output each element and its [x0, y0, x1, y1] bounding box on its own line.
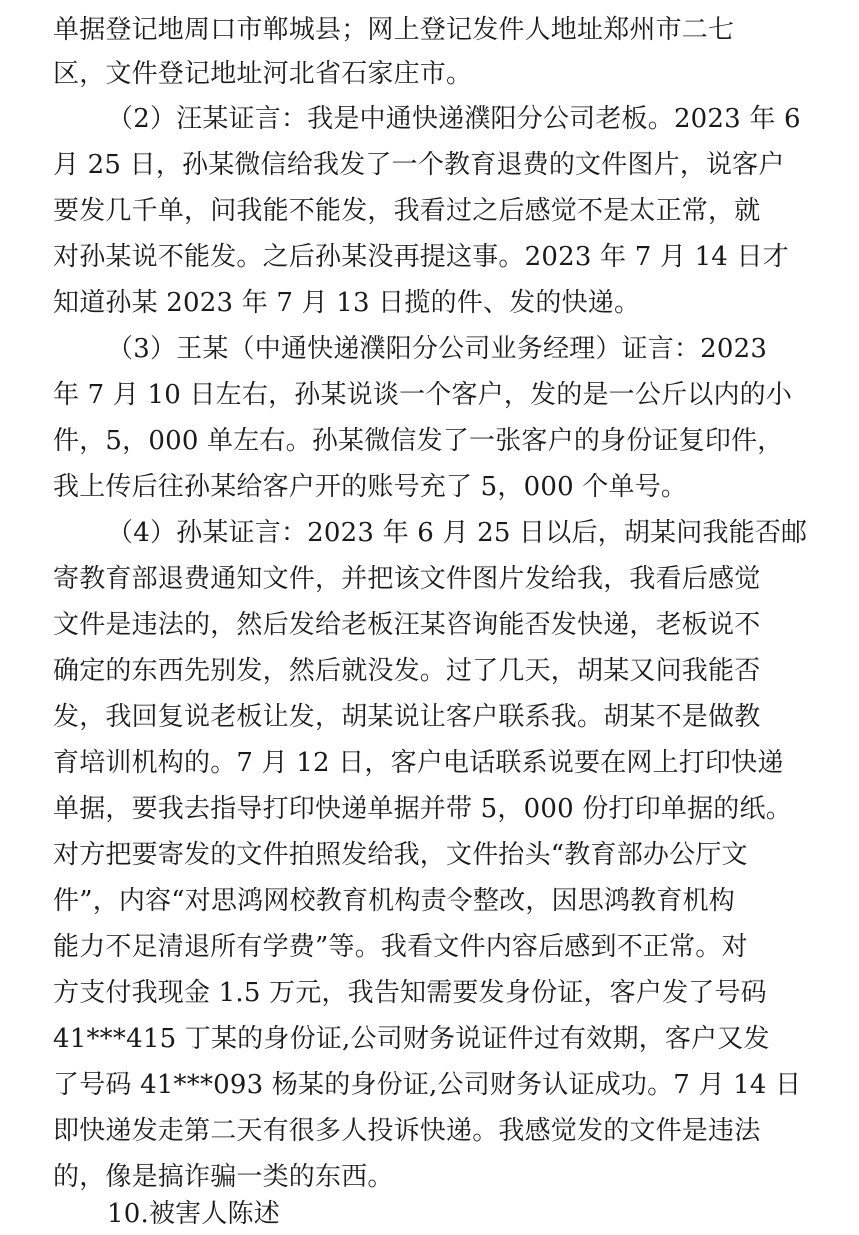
- paragraph-start-line: （3）王某（中通快递濮阳分公司业务经理）证言：2023: [107, 334, 768, 364]
- section-heading: 10.被害人陈述: [107, 1199, 280, 1229]
- text-line: 对孙某说不能发。之后孙某没再提这事。2023 年 7 月 14 日才: [53, 242, 789, 272]
- text-line: 区，文件登记地址河北省石家庄市。: [53, 59, 473, 89]
- text-line: 件，5，000 单左右。孙某微信发了一张客户的身份证复印件，: [53, 426, 784, 456]
- text-line: 寄教育部退费通知文件，并把该文件图片发给我，我看后感觉: [53, 564, 761, 594]
- text-line: 年 7 月 10 日左右，孙某说谈一个客户，发的是一公斤以内的小: [53, 380, 793, 410]
- text-line: 育培训机构的。7 月 12 日，客户电话联系说要在网上打印快递: [53, 748, 784, 778]
- text-line: 的，像是搞诈骗一类的东西。: [53, 1162, 394, 1192]
- text-line: 文件是违法的，然后发给老板汪某咨询能否发快递，老板说不: [53, 610, 761, 640]
- text-line: 确定的东西先别发，然后就没发。过了几天，胡某又问我能否: [53, 656, 761, 686]
- text-line: 能力不足清退所有学费”等。我看文件内容后感到不正常。对: [53, 932, 748, 962]
- text-line: 41***415 丁某的身份证,公司财务说证件过有效期，客户又发: [53, 1024, 770, 1054]
- paragraph-start-line: （2）汪某证言：我是中通快递濮阳分公司老板。2023 年 6: [107, 104, 801, 134]
- text-line: 方支付我现金 1.5 万元，我告知需要发身份证，客户发了号码: [53, 978, 767, 1008]
- text-line: 月 25 日，孙某微信给我发了一个教育退费的文件图片，说客户: [53, 150, 785, 180]
- paragraph-start-line: （4）孙某证言：2023 年 6 月 25 日以后，胡某问我能否邮: [107, 518, 808, 548]
- text-line: 即快递发走第二天有很多人投诉快递。我感觉发的文件是违法: [53, 1116, 761, 1146]
- text-line: 单据登记地周口市郸城县；网上登记发件人地址郑州市二七: [53, 15, 735, 45]
- text-line: 了号码 41***093 杨某的身份证,公司财务认证成功。7 月 14 日: [53, 1070, 802, 1100]
- text-line: 知道孙某 2023 年 7 月 13 日揽的件、发的快递。: [53, 288, 641, 318]
- text-line: 要发几千单，问我能不能发，我看过之后感觉不是太正常，就: [53, 196, 761, 226]
- text-line: 件”，内容“对思鸿网校教育机构责令整改，因思鸿教育机构: [53, 886, 735, 916]
- text-line: 发，我回复说老板让发，胡某说让客户联系我。胡某不是做教: [53, 702, 761, 732]
- text-line: 对方把要寄发的文件拍照发给我，文件抬头“教育部办公厅文: [53, 840, 748, 870]
- text-line: 单据，要我去指导打印快递单据并带 5，000 份打印单据的纸。: [53, 794, 792, 824]
- text-line: 我上传后往孙某给客户开的账号充了 5，000 个单号。: [53, 472, 688, 502]
